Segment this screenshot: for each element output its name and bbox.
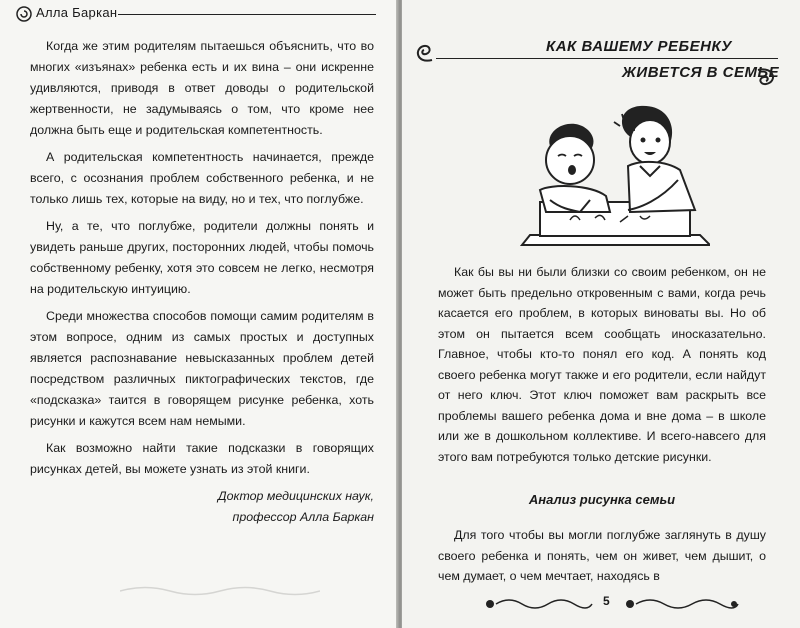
left-text-block [30,36,374,528]
left-page [0,0,398,628]
swirl-ornament-icon [754,66,778,88]
left-running-header [0,0,398,30]
swirl-ornament-icon [412,40,436,66]
floral-border-ornament-icon [484,596,594,612]
left-paragraph-1: Когда же этим родителям пытаешься объяснить, что во многих «изъянах» ребенка есть и их вина – они искренне удивляются, приводя в ответ доводы о родительской жертвенности, не задумываясь о том, что кроме нее должна быть еще и родительская компетентность. [30,39,374,137]
signature-line-1: Доктор медицинских наук, [217,489,374,503]
page-footer [404,592,800,620]
left-paragraph-3: Ну, а те, что поглубже, родители должны понять и увидеть раньше других, посторонних людей, чтобы помочь собственному ребенку, хотя это совсем не легко, несмотря на родительскую интуицию. [30,219,374,296]
running-head-author: Алла Баркан [36,5,118,20]
left-paragraph-5: Как возможно найти такие подсказки в говорящих рисунках детей, вы можете узнать из этой книги. [30,441,374,476]
mother-and-child-drawing-illustration [510,100,710,250]
chapter-title-header [404,30,800,90]
right-paragraph-2: Для того чтобы вы могли поглубже заглянуть в душу своего ребенка и понять, чем он живет, чем дышит, о чем думает, о чем мечтает, находясь в [438,528,766,583]
right-text-block-2 [438,525,766,593]
chapter-title-line-2: ЖИВЕТСЯ В СЕМЬЕ [622,64,780,81]
right-text-block [438,262,766,473]
chapter-title-line-1: КАК ВАШЕМУ РЕБЕНКУ [546,38,732,55]
section-subheading: Анализ рисунка семьи [528,492,676,507]
left-paragraph-2: А родительская компетентность начинается, прежде всего, с осознания проблем собственного ребенка, и не только лишь тех, которые на виду, но и тех, что поглубже. [30,150,374,206]
left-paragraph-4: Среди множества способов помощи самим родителям в этом вопросе, одним из самых простых и доступных является распознавание невысказанных проблем детей посредством различных пиктографических текстов, где «подсказка» таится в говорящем рисунке ребенка, хоть рисунки и кажутся всем нам немыми. [30,309,374,428]
header-rule [118,14,376,15]
page-number: 5 [603,594,610,608]
floral-border-ornament-icon [120,584,320,598]
swirl-ornament-icon [14,5,34,23]
right-paragraph-1: Как бы вы ни были близки со своим ребенком, он не может быть предельно откровенным с вами, когда речь касается его проблем, в которых виноваты вы. Но об этом он пытается всем сообщать иносказательно. Главное, чтобы кто-то понял его код. А понять код своего ребенка могут также и его родители, если найдут от него ключ. Этот ключ поможет вам раскрыть все проблемы вашего ребенка дома и вне дома – в школе или же в дошкольном коллективе. И всего-навсего для этого вам потребуются только детские рисунки. [438,265,766,464]
title-rule [436,58,778,59]
signature-line-2: профессор Алла Баркан [232,510,374,524]
floral-border-ornament-icon [620,596,740,612]
